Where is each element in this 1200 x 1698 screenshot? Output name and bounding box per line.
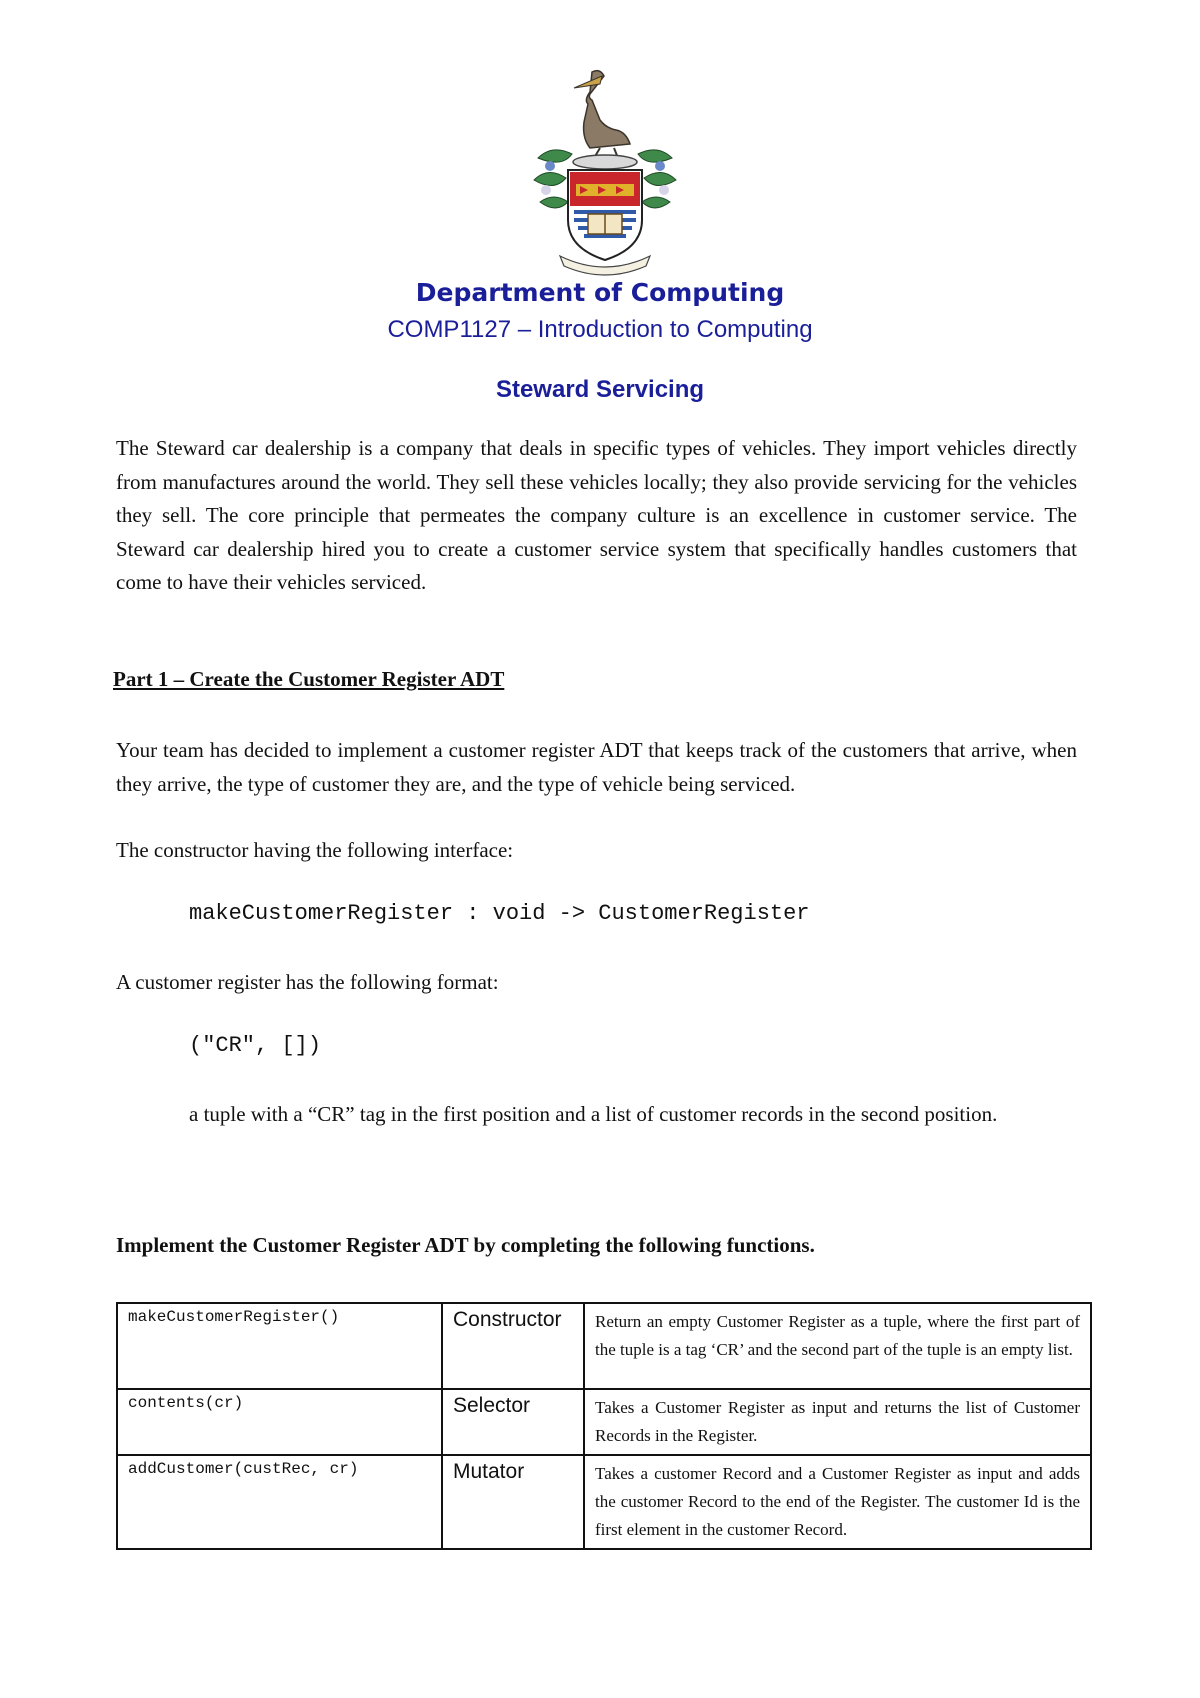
table-row (117, 1303, 1091, 1389)
assignment-title: Steward Servicing (495, 376, 705, 403)
description-cell: Takes a customer Record and a Customer Register as input and adds the customer Record to the end of the Register. The customer Id is the first element in the customer Record. (584, 1455, 1091, 1549)
university-crest-icon (530, 66, 680, 278)
part1-title: Part 1 – Create the Customer Register ADT (113, 667, 505, 691)
kind-cell: Selector (442, 1389, 584, 1455)
format-intro: A customer register has the following format: (116, 970, 499, 994)
department-title: Department of Computing (415, 278, 785, 307)
kind-cell: Constructor (442, 1303, 584, 1389)
function-cell: contents(cr) (117, 1389, 442, 1455)
adt-function-table (116, 1302, 1092, 1550)
constructor-signature: makeCustomerRegister : void -> CustomerRegister (189, 901, 810, 926)
description-cell: Return an empty Customer Register as a tuple, where the first part of the tuple is a tag ‘CR’ and the second part of the tuple is an empty list. (584, 1303, 1091, 1389)
table-row (117, 1455, 1091, 1549)
format-description: a tuple with a “CR” tag in the first position and a list of customer records in the second position. (189, 1102, 998, 1126)
function-cell: makeCustomerRegister() (117, 1303, 442, 1389)
implement-heading: Implement the Customer Register ADT by completing the following functions. (116, 1233, 815, 1257)
description-cell: Takes a Customer Register as input and returns the list of Customer Records in the Register. (584, 1389, 1091, 1455)
function-cell: addCustomer(custRec, cr) (117, 1455, 442, 1549)
format-code: ("CR", []) (189, 1033, 322, 1058)
table-row (117, 1389, 1091, 1455)
constructor-intro: The constructor having the following interface: (116, 838, 514, 862)
team-paragraph: Your team has decided to implement a customer register ADT that keeps track of the customers that arrive, when they arrive, the type of customer they are, and the type of vehicle being serviced. (116, 738, 1077, 796)
kind-cell: Mutator (442, 1455, 584, 1549)
course-title: COMP1127 – Introduction to Computing (387, 316, 813, 343)
intro-paragraph: The Steward car dealership is a company that deals in specific types of vehicles. They import vehicles directly from manufactures around the world. They sell these vehicles locally; they also provide servicing for the vehicles they sell. The core principle that permeates the company culture is an excellence in customer service. The Steward car dealership hired you to create a customer service system that specifically handles customers that come to have their vehicles serviced. (116, 436, 1077, 594)
